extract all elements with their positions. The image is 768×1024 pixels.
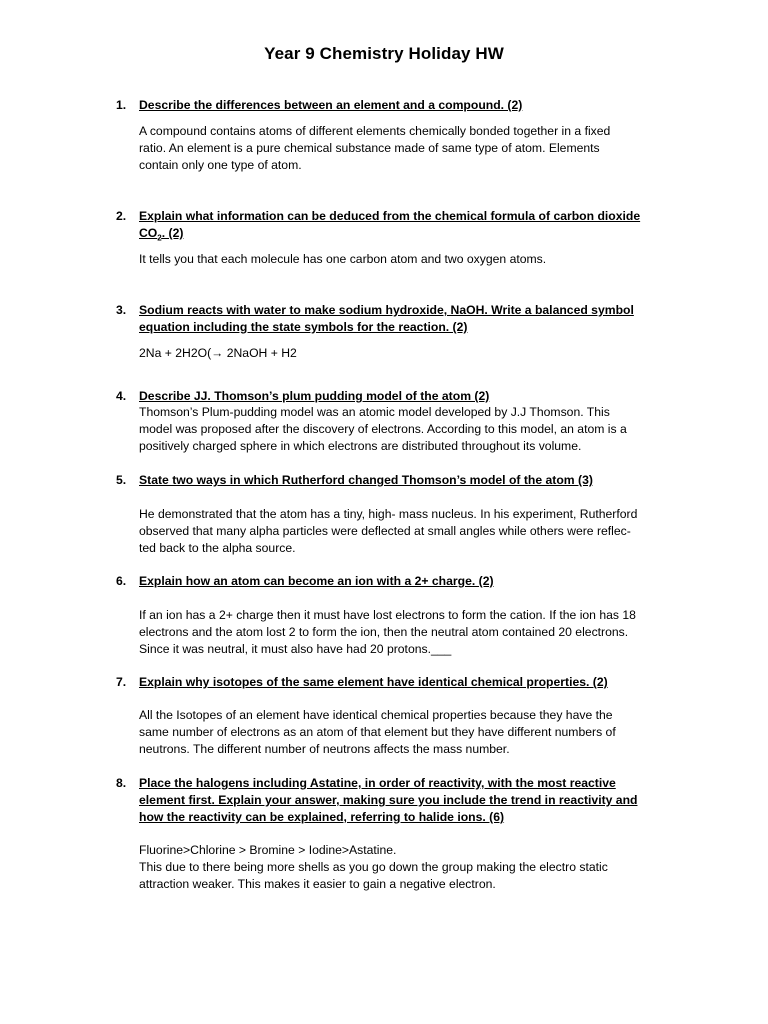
question-number: 2. [116,209,127,223]
answer-line: Since it was neutral, it must also have had 20 protons.___ [139,642,452,656]
answer-line: This due to there being more shells as you go down the group making the electro static [139,860,608,874]
answer-line: observed that many alpha particles were deflected at small angles while others were reflec- [139,524,631,538]
answer-line: ratio. An element is a pure chemical substance made of same type of atom. Elements [139,141,600,155]
question-text: how the reactivity can be explained, referring to halide ions. (6) [139,810,505,824]
answer-8 [139,842,684,893]
question-text: Explain what information can be deduced from the chemical formula of carbon dioxide [139,209,641,223]
answer-line: A compound contains atoms of different elements chemically bonded together in a fixed [139,124,611,138]
answer-line: It tells you that each molecule has one carbon atom and two oxygen atoms. [139,252,547,266]
answer-line: attraction weaker. This makes it easier to gain a negative electron. [139,877,496,891]
answer-6 [139,607,684,658]
page-title: Year 9 Chemistry Holiday HW [264,44,504,63]
answer-line: He demonstrated that the atom has a tiny, high- mass nucleus. In his experiment, Rutherford [139,507,638,521]
answer-line: All the Isotopes of an element have identical chemical properties because they have the [139,708,613,722]
question-text: Place the halogens including Astatine, in order of reactivity, with the most reactive [139,776,616,790]
answer-line: same number of electrons as an atom of that element but they have different numbers of [139,725,616,739]
answer-line: If an ion has a 2+ charge then it must have lost electrons to form the cation. If the ion has 18 [139,608,636,622]
answer-line: ted back to the alpha source. [139,541,296,555]
answer-line: Fluorine>Chlorine > Bromine > Iodine>Astatine. [139,843,397,857]
answer-1 [139,123,684,174]
answer-line: contain only one type of atom. [139,158,302,172]
answer-line: model was proposed after the discovery of electrons. According to this model, an atom is a [139,422,627,436]
question-text: Explain why isotopes of the same element have identical chemical properties. (2) [139,675,608,689]
question-number: 8. [116,776,127,790]
question-text: Explain how an atom can become an ion with a 2+ charge. (2) [139,574,494,588]
question-text-formula: $CO_2$. (2) [139,226,184,243]
question-text: equation including the state symbols for the reaction. (2) [139,320,468,334]
answer-line: electrons and the atom lost 2 to form the ion, then the neutral atom contained 20 electrons. [139,625,629,639]
question-number: 4. [116,389,127,403]
question-text: Describe JJ. Thomson’s plum pudding model of the atom (2) [139,389,490,403]
question-number: 3. [116,303,127,317]
question-text: Describe the differences between an element and a compound. (2) [139,98,523,112]
question-text: Sodium reacts with water to make sodium hydroxide, NaOH. Write a balanced symbol [139,303,634,317]
answer-4 [139,404,684,455]
answer-3 [139,345,684,362]
question-text: element first. Explain your answer, making sure you include the trend in reactivity and [139,793,638,807]
answer-5 [139,506,684,557]
answer-line: neutrons. The different number of neutrons affects the mass number. [139,742,510,756]
answer-2 [139,251,684,268]
answer-line: 2Na + 2H2O(→ 2NaOH + H2 [139,346,297,360]
question-number: 6. [116,574,127,588]
question-number: 7. [116,675,127,689]
answer-line: Thomson’s Plum-pudding model was an atomic model developed by J.J Thomson. This [139,405,610,419]
question-number: 1. [116,98,127,112]
answer-7 [139,707,684,758]
question-text: State two ways in which Rutherford changed Thomson’s model of the atom (3) [139,473,593,487]
answer-line: positively charged sphere in which electrons are distributed throughout its volume. [139,439,582,453]
question-number: 5. [116,473,127,487]
